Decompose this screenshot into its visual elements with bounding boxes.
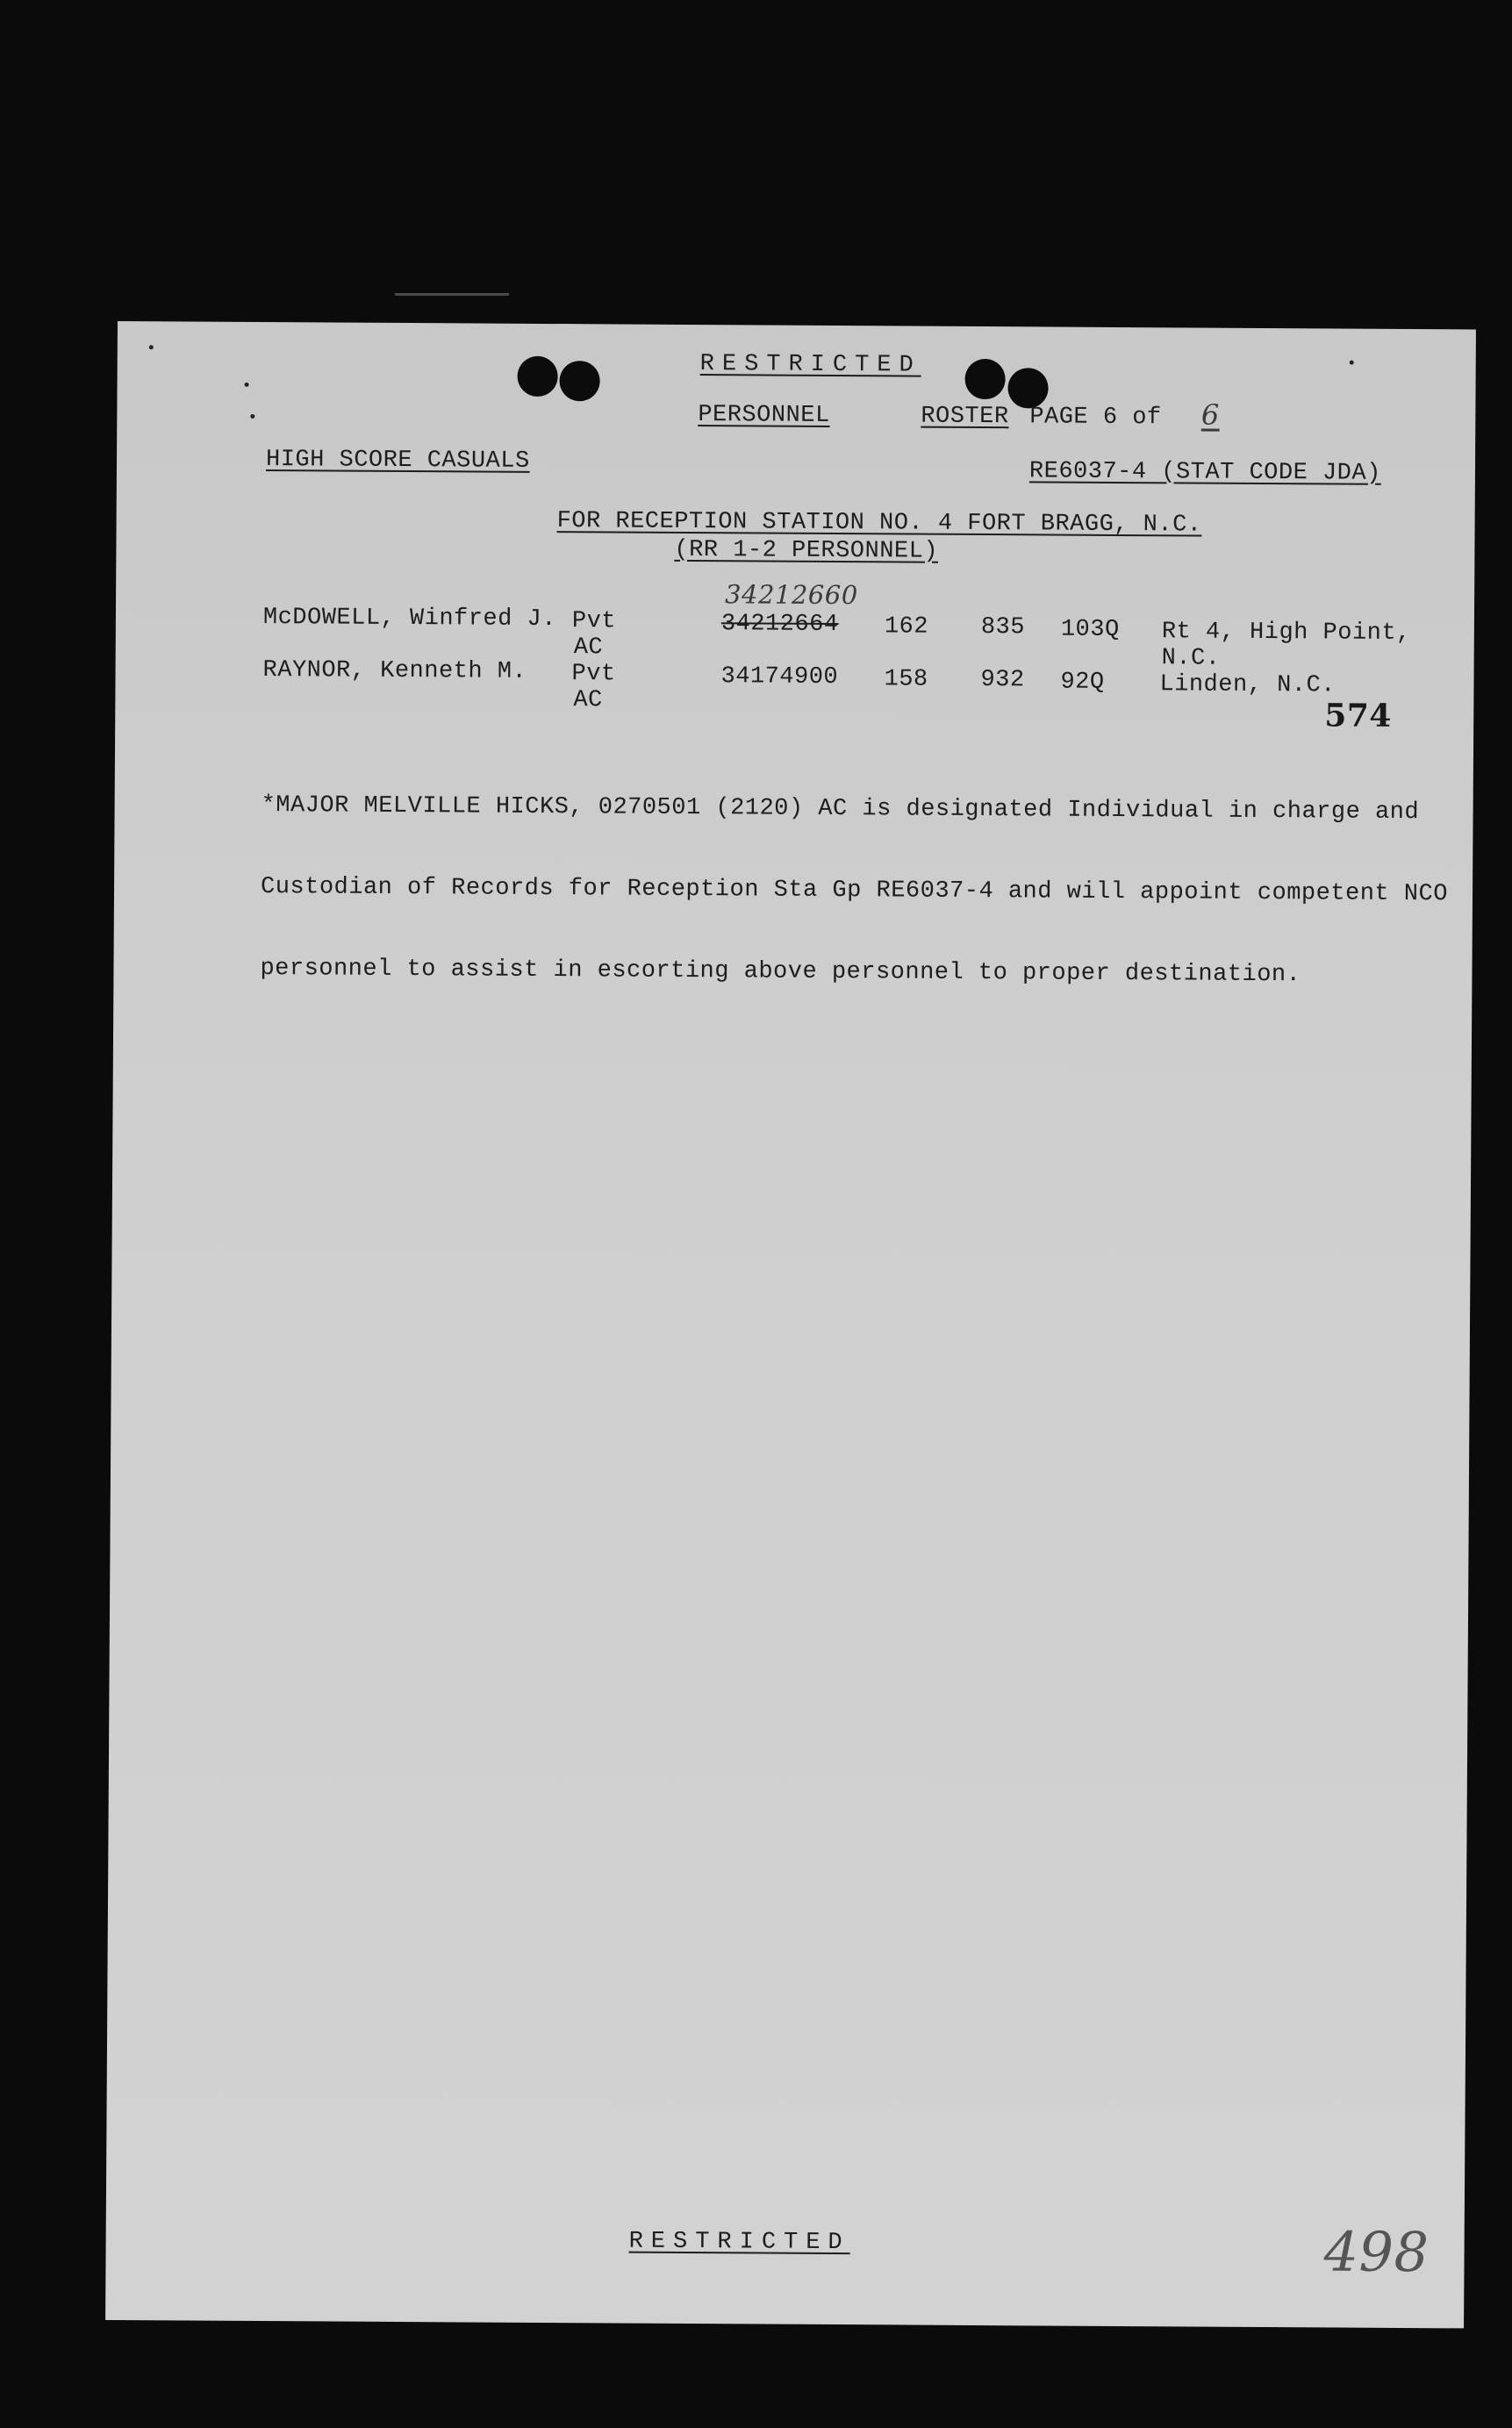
document-page (105, 321, 1476, 2328)
roster-col2: 835 (980, 614, 1026, 641)
roster-grade: Pvt (571, 661, 616, 688)
roster-name: McDOWELL, Winfred J. (262, 605, 557, 634)
station-heading: FOR RECEPTION STATION NO. 4 FORT BRAGG, N.C. (556, 508, 1202, 539)
roster-address-line1: Rt 4, High Point, (1161, 619, 1411, 648)
page-label: PAGE 6 of (1029, 404, 1162, 432)
roster-grade: Pvt (571, 608, 617, 635)
speck (1350, 361, 1354, 365)
roster-address-line1: Linden, N.C. (1159, 671, 1336, 699)
note-line: Custodian of Records for Reception Sta Gp RE6037-4 and will appoint competent NCO (260, 874, 1449, 908)
note-line: *MAJOR MELVILLE HICKS, 0270501 (2120) AC is designated Individual in charge and (261, 792, 1420, 827)
note-line: personnel to assist in escorting above personnel to proper destination. (260, 956, 1301, 989)
group-label: HIGH SCORE CASUALS (265, 447, 530, 475)
punch-hole-3 (964, 359, 1005, 399)
order-code: RE6037-4 (STAT CODE JDA) (1028, 458, 1381, 487)
roster-col3: 92Q (1060, 669, 1105, 696)
roster-serial: 34174900 (720, 663, 839, 691)
classification-bottom: RESTRICTED (628, 2228, 850, 2257)
roster-col1: 158 (884, 666, 928, 693)
subtitle: (RR 1-2 PERSONNEL) (674, 536, 939, 565)
serial-correction-handwritten: 34212660 (725, 579, 858, 611)
roster-col3: 103Q (1060, 616, 1120, 643)
roster-arm: AC (573, 687, 603, 714)
roster-address-line2: N.C. (1161, 645, 1221, 672)
punch-hole-4 (1007, 368, 1048, 408)
roster-title-right: ROSTER (921, 403, 1009, 431)
roster-arm: AC (573, 634, 604, 662)
roster-col1: 162 (884, 613, 929, 641)
classification-top: RESTRICTED (699, 351, 921, 379)
speck (149, 345, 154, 349)
film-frame-rule (395, 293, 509, 296)
page-total-handwritten: 6 (1200, 398, 1220, 432)
roster-title-left: PERSONNEL (698, 402, 830, 429)
punch-hole-1 (517, 356, 557, 397)
roster-serial: 34212664 (720, 611, 839, 639)
speck (245, 383, 249, 387)
handwritten-page-number: 498 (1323, 2219, 1430, 2285)
stamped-number: 574 (1324, 697, 1393, 734)
roster-name: RAYNOR, Kenneth M. (262, 657, 527, 685)
roster-col2: 932 (980, 667, 1025, 694)
note-paragraph (260, 738, 1449, 1044)
speck (250, 414, 254, 419)
punch-hole-2 (559, 361, 599, 401)
